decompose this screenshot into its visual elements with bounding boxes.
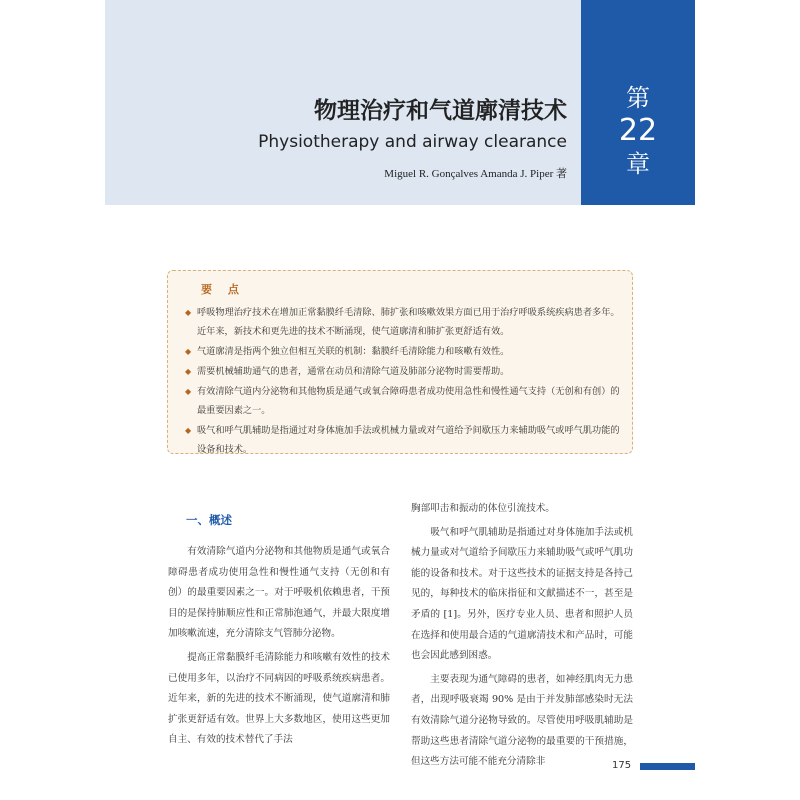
diamond-bullet-icon: ◆ [185, 347, 192, 356]
key-point-text: 呼吸物理治疗技术在增加正常黏膜纤毛清除、肺扩张和咳嗽效果方面已用于治疗呼吸系统疾病患者多年。近年来，新技术和更先进的技术不断涌现，使气道廓清和肺扩张更舒适有效。 [197, 307, 620, 337]
chapter-authors: Miguel R. Gonçalves Amanda J. Piper 著 [384, 168, 567, 180]
key-points-title: 要 点 [201, 283, 245, 296]
key-point-item [185, 362, 620, 381]
chapter-suffix: 章 [626, 150, 650, 178]
section-heading-overview: 一、概述 [186, 513, 232, 527]
left-column [168, 542, 390, 754]
diamond-bullet-icon: ◆ [185, 387, 192, 396]
body-paragraph: 主要表现为通气障碍的患者，如神经肌肉无力患者，出现呼吸衰竭 90% 是由于并发肺部感染时无法有效清除气道分泌物导致的。尽管使用呼吸肌辅助是帮助这些患者清除气道分泌物的最重要的干预措施，但这些方法可能不能充分清除非 [411, 673, 633, 768]
key-point-text: 气道廓清是指两个独立但相互关联的机制：黏膜纤毛清除能力和咳嗽有效性。 [197, 346, 510, 357]
key-points-box [167, 270, 633, 454]
chapter-number-box [581, 0, 695, 205]
key-point-text: 需要机械辅助通气的患者，通常在动员和清除气道及肺部分泌物时需要帮助。 [197, 366, 510, 377]
key-point-text: 有效清除气道内分泌物和其他物质是通气或氧合障碍患者成功使用急性和慢性通气支持（无创和有创）的最重要因素之一。 [197, 386, 620, 416]
key-point-text: 吸气和呼气肌辅助是指通过对身体施加手法或机械力量或对气道给予间歇压力来辅助吸气或呼气肌功能的设备和技术。 [197, 425, 620, 455]
body-paragraph: 胸部叩击和振动的体位引流技术。 [411, 503, 555, 514]
diamond-bullet-icon: ◆ [185, 367, 192, 376]
chapter-prefix: 第 [626, 84, 650, 112]
diamond-bullet-icon: ◆ [185, 308, 192, 317]
page-number: 175 [612, 760, 632, 771]
right-column [411, 499, 633, 776]
diamond-bullet-icon: ◆ [185, 426, 192, 435]
key-points-list [185, 303, 620, 459]
page-number-bar [640, 763, 695, 770]
chapter-title-zh: 物理治疗和气道廓清技术 [314, 98, 567, 124]
key-point-item [185, 342, 620, 361]
body-paragraph: 有效清除气道内分泌物和其他物质是通气或氧合障碍患者成功使用急性和慢性通气支持（无创和有创）的最重要因素之一。对于呼吸机依赖患者，干预目的是保持肺顺应性和正常肺泡通气，并最大限度增加咳嗽流速，充分清除支气管肺分泌物。 [168, 546, 390, 640]
chapter-number: 22 [618, 113, 658, 148]
key-point-item [185, 421, 620, 459]
body-paragraph: 吸气和呼气肌辅助是指通过对身体施加手法或机械力量或对气道给予间歇压力来辅助吸气或呼气肌功能的设备和技术。对于这些技术的证据支持是各持己见的，每种技术的临床指征和文献描述不一，甚至是矛盾的 [1]。另外，医疗专业人员、患者和照护人员在选择和使用最合适的气道廓清技术和产品时，可能也会因此感到困惑。 [411, 526, 633, 662]
key-point-item [185, 303, 620, 341]
key-point-item [185, 382, 620, 420]
chapter-title-en: Physiotherapy and airway clearance [258, 132, 567, 152]
body-paragraph: 提高正常黏膜纤毛清除能力和咳嗽有效性的技术已使用多年，以治疗不同病因的呼吸系统疾病患者。近年来，新的先进的技术不断涌现，使气道廓清和肺扩张更舒适有效。世界上大多数地区，使用这些更加自主、有效的技术替代了手法 [168, 651, 390, 746]
